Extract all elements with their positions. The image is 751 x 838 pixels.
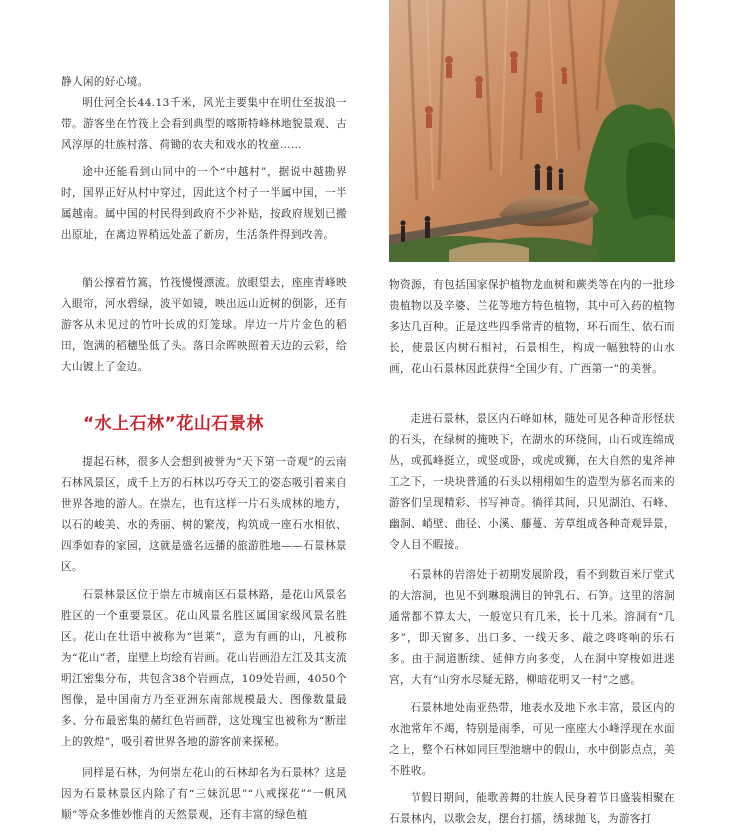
paragraph-stone-forest-intro: 提起石林，很多人会想到被誉为“天下第一奇观”的云南石林风景区，成千上万的石林以巧夺天工的姿态吸引着来自世界各地的游人。在崇左，也有这样一片石头成林的地方，以石的峻美、水的秀丽、树的繁茂，构筑成一座石水相依、四季如春的家园，这就是盛名远播的旅游胜地——石景林景区。	[61, 456, 347, 573]
section-heading: “水上石林”花山石景林	[83, 414, 264, 434]
paragraph-continued: 静人闲的好心境。	[61, 76, 149, 88]
paragraph-karst-caves: 石景林的岩溶处于初期发展阶段，看不到数百米厅堂式的大溶洞，也见不到琳琅满目的钟乳石、石笋。这里的溶洞通常都不算太大，一般宽只有几米，长十几米。溶洞有“几多”，即天窗多、出口多、一线天多、敲之咚咚响的乐石多。由于洞道断续、延伸方向多变，人在洞中穿梭如进迷宫，大有“山穷水尽疑无路，柳暗花明又一村”之感。	[389, 569, 675, 686]
paragraph-huashan-rock-art: 石景林景区位于崇左市城南区石景林路，是花山风景名胜区的一个重要景区。花山风景名胜区属国家级风景名胜区。花山在壮语中被称为“岜莱”，意为有画的山，凡被称为“花山”者，崖壁上均绘有岩画。花山岩画沿左江及其支流明江密集分布，共包含38个岩画点，109处岩画，4050个图像，是中国南方乃至亚洲东南部规模最大、图像数量最多、分布最密集的赭红色岩画群，这处瑰宝也被称为“断崖上的敦煌”，吸引着世界各地的游客前来探秘。	[61, 589, 347, 748]
paragraph-stone-peaks: 走进石景林，景区内石峰如林，随处可见各种奇形怪状的石头，在绿树的掩映下，在湖水的环绕间，山石或连绵成丛，或孤峰挺立，或竖或卧，或虎或狮，在大自然的鬼斧神工之下，一块块普通的石头以栩栩如生的造型为慕名而来的游客们呈现精彩、书写神奇。徜徉其间，只见湖泊、石峰、幽洞、峭壁、曲径、小溪、藤蔓、芳草组成各种奇观异景，令人目不暇接。	[389, 413, 675, 551]
paragraph-water-pools: 石景林地处南亚热带，地表水及地下水丰富，景区内的水池常年不竭，特别是雨季，可见一座座大小峰浮现在水面之上，整个石林如同巨型池塘中的假山，水中倒影点点，美不胜收。	[389, 702, 675, 777]
paragraph-mingshi-river: 明仕河全长44.13千米，风光主要集中在明仕至拔浪一带。游客坐在竹筏上会看到典型的喀斯特峰林地貌景观、古风淳厚的壮族村落、荷锄的农夫和戏水的牧童……	[61, 97, 347, 151]
paragraph-bamboo-raft: 艄公撑着竹篙，竹筏慢慢漂流。放眼望去，座座青峰映入眼帘，河水碧绿，波平如镜，映出远山近树的倒影，还有游客从未见过的竹叶长成的灯笼球。岸边一片片金色的稻田，饱满的稻穗坠低了头。落日余晖映照着天边的云彩，给大山镀上了金边。	[61, 277, 347, 373]
cliff-rock-paintings-photo	[389, 0, 675, 262]
paragraph-festival: 节假日期间，能歌善舞的壮族人民身着节日盛装相聚在石景林内，以歌会友，摆台打擂，绣球抛飞，为游客打	[389, 792, 675, 825]
paragraph-why-named: 同样是石林，为何崇左花山的石林却名为石景林？这是因为石景林景区内除了有“三妹沉思”“八戒探花”“一帆风顺”等众多惟妙惟肖的天然景观，还有丰富的绿色植	[61, 767, 347, 821]
photo-illustration	[389, 0, 675, 262]
paragraph-china-vietnam-village: 途中还能看到山同中的一个“中越村”，据说中越勘界时，国界正好从村中穿过，因此这个村子一半属中国，一半属越南。属中国的村民得到政府不少补贴，按政府规划已搬出原址，在离边界稍远处盖了新房，生活条件得到改善。	[61, 166, 347, 241]
paragraph-plant-resources: 物资源，有包括国家保护植物龙血树和蕨类等在内的一批珍贵植物以及辛婆、兰花等地方特色植物，其中可入药的植物多达几百种。正是这些四季常青的植物，环石而生、依石而长，使景区内树石相衬，石景相生，构成一幅独特的山水画，花山石景林因此获得“全国少有、广西第一”的美誉。	[389, 279, 675, 375]
